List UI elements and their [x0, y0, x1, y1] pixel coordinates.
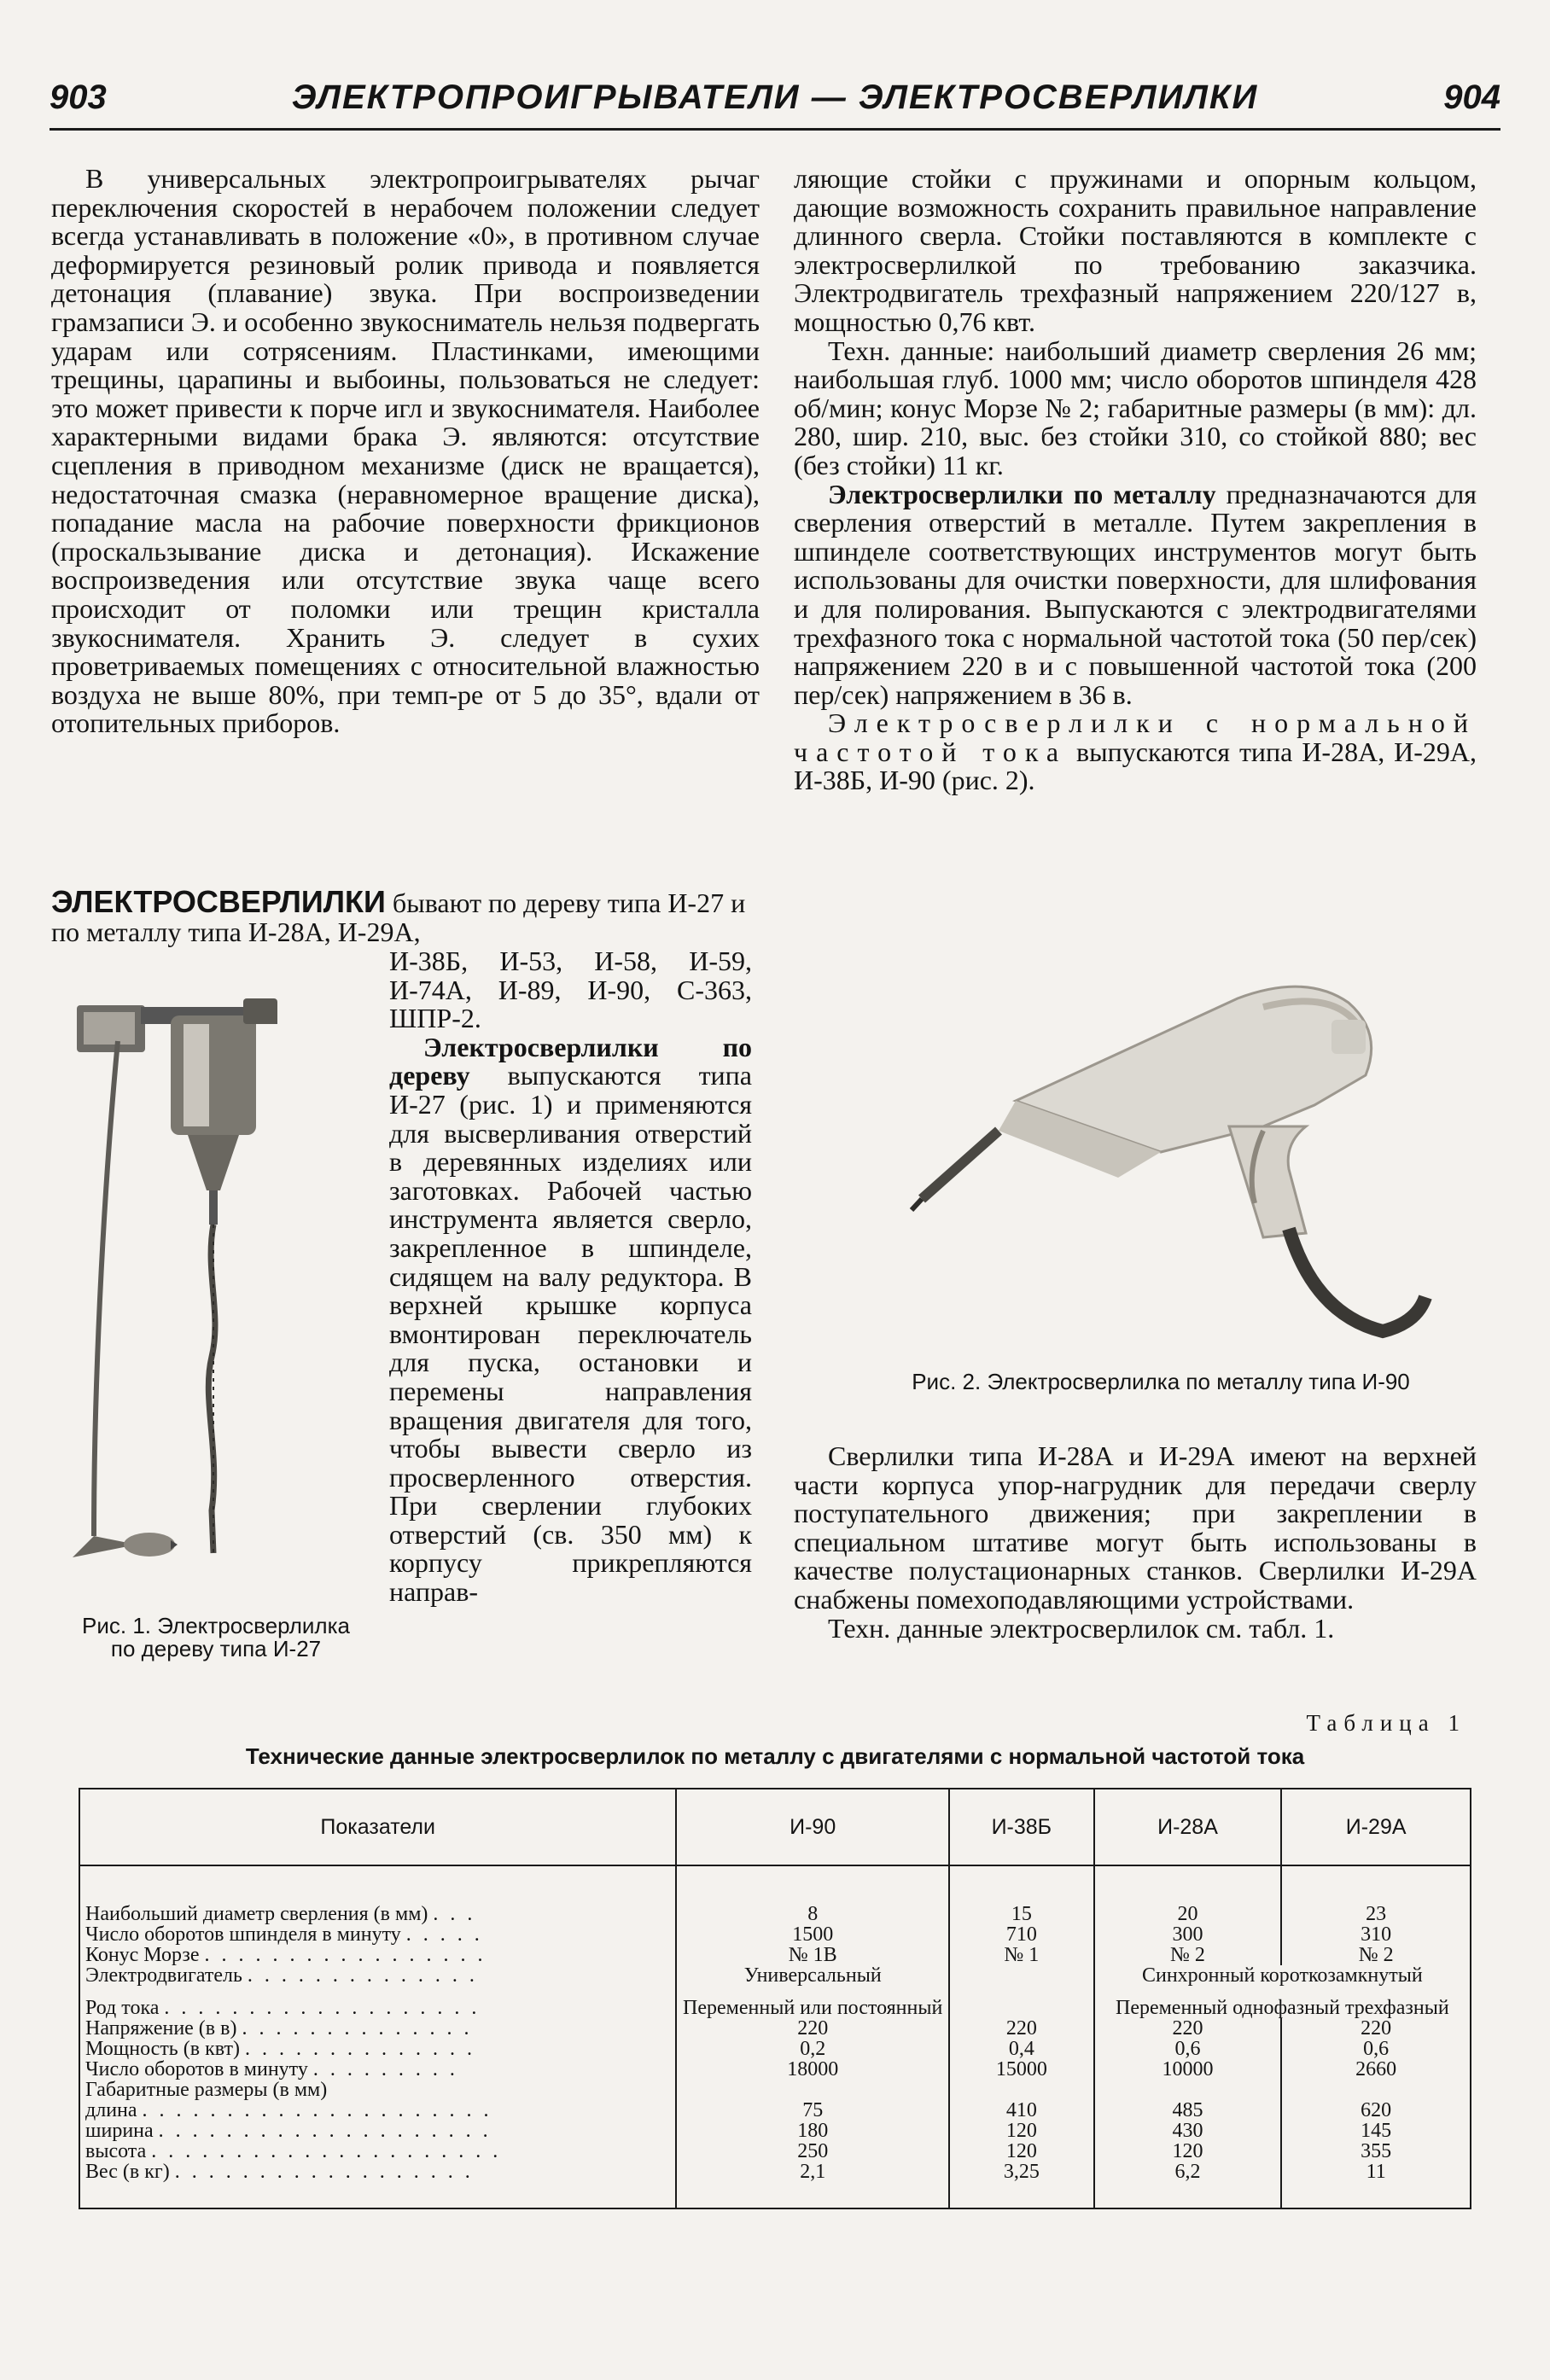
cell: Переменный однофазный трехфазный — [1094, 1986, 1471, 2018]
table-row — [79, 2121, 1471, 2141]
row-label: Электродвигатель . . . . . . . . . . . . . . — [79, 1965, 676, 1986]
narrow-text-column — [389, 947, 752, 1607]
cell: 15 — [949, 1865, 1094, 1924]
page-number-left: 903 — [50, 79, 107, 116]
paragraph-tech-data: Техн. данные: наибольший диаметр сверления 26 мм; наибольшая глуб. 1000 мм; число оборотов шпинделя 428 об/мин; конус Морзе № 2; габаритные размеры (в мм): дл. 280, шир. 210, выс. без стойки 310, со стойкой 880; вес (без стойки) 11 кг. — [794, 335, 1477, 480]
subheading-wood: Электросверлилки по дереву — [389, 1031, 752, 1091]
cell: 0,4 — [949, 2039, 1094, 2059]
cell: Переменный или постоянный — [676, 1986, 949, 2018]
table-row — [79, 2141, 1471, 2162]
cell: 0,6 — [1281, 2039, 1471, 2059]
running-header — [50, 75, 1500, 126]
cell: 120 — [1094, 2141, 1282, 2162]
cell: 310 — [1281, 1924, 1471, 1945]
table-label: Таблица 1 — [1306, 1710, 1466, 1736]
spaced-subheading: Электросверлилки с нормальной частотой тока — [794, 707, 1477, 767]
cell: Универсальный — [676, 1965, 949, 1986]
cell: № 2 — [1281, 1945, 1471, 1965]
row-label: высота . . . . . . . . . . . . . . . . . . . . . — [79, 2141, 676, 2162]
row-label: Мощность (в квт) . . . . . . . . . . . . . . — [79, 2039, 676, 2059]
figure-2-caption: Рис. 2. Электросверлилка по металлу типа И-90 — [912, 1369, 1410, 1394]
column-header: Показатели — [79, 1789, 676, 1865]
paragraph: Техн. данные электросверлилок см. табл. 1. — [828, 1612, 1335, 1644]
cell: 355 — [1281, 2141, 1471, 2162]
column-header: И-90 — [676, 1789, 949, 1865]
cell: 120 — [949, 2141, 1094, 2162]
table-row — [79, 1965, 1471, 1986]
table-row — [79, 2059, 1471, 2080]
cell: 145 — [1281, 2121, 1471, 2141]
figure-1-wood-drill-image — [68, 990, 350, 1596]
column-header: И-38Б — [949, 1789, 1094, 1865]
row-label: Число оборотов шпинделя в минуту . . . . . — [79, 1924, 676, 1945]
normal-text: выпускаются типа И-28А, И-29А, И-38Б, И-90 (рис. 2). — [794, 736, 1477, 796]
paragraph: ляющие стойки с пружинами и опорным кольцом, дающие возможность сохранить правильное направление длинного сверла. Стойки поставляются в комплекте с электросверлилкой по требованию заказчика. Электродвигатель трехфазный напряжением 220/127 в, мощностью 0,76 квт. — [794, 163, 1477, 337]
figure-2-metal-drill-image — [905, 956, 1451, 1357]
right-column — [794, 165, 1477, 795]
metal-text: предназначаются для сверления отверстий в металле. Путем закрепления в шпинделе соответствующих инструментов могут быть использованы для очистки поверхности, для шлифования и для полирования. Выпускаются с электродвигателями трехфазного тока с нормальной частотой тока (50 пер/сек) напряжением 220 в и с повышенной частотой тока (200 пер/сек) напряжением в 36 в. — [794, 478, 1477, 710]
cell: 6,2 — [1094, 2162, 1282, 2208]
row-label: Конус Морзе . . . . . . . . . . . . . . . . . — [79, 1945, 676, 1965]
paragraph-metal — [794, 480, 1477, 710]
cell: 18000 — [676, 2059, 949, 2080]
cell — [676, 2080, 949, 2100]
cell: 8 — [676, 1865, 949, 1924]
table-row — [79, 1945, 1471, 1965]
table-row — [79, 2039, 1471, 2059]
cell: 75 — [676, 2100, 949, 2121]
table-row — [79, 2162, 1471, 2208]
row-label: Напряжение (в в) . . . . . . . . . . . . . . — [79, 2018, 676, 2039]
subheading-metal: Электросверлилки по металлу — [828, 478, 1216, 509]
cell: 23 — [1281, 1865, 1471, 1924]
cell: 2,1 — [676, 2162, 949, 2208]
cell: 20 — [1094, 1865, 1282, 1924]
table-row — [79, 2018, 1471, 2039]
cell: 0,6 — [1094, 2039, 1282, 2059]
cell — [1281, 2080, 1471, 2100]
cell — [949, 2080, 1094, 2100]
cell: 220 — [1281, 2018, 1471, 2039]
cell: Синхронный короткозамкнутый — [1094, 1965, 1471, 1986]
tech-data-table — [79, 1788, 1471, 2209]
table-title: Технические данные электросверлилок по металлу с двигателями с нормальной частотой тока — [245, 1743, 1305, 1769]
intro-continuation: И-38Б, И-53, И-58, И-59, И-74А, И-89, И-90, С-363, ШПР-2. — [389, 946, 752, 1034]
row-label: длина . . . . . . . . . . . . . . . . . . . . . — [79, 2100, 676, 2121]
cell: 120 — [949, 2121, 1094, 2141]
paragraph-normal-frequency — [794, 709, 1477, 795]
cell: 430 — [1094, 2121, 1282, 2141]
cell: № 2 — [1094, 1945, 1282, 1965]
cell: 485 — [1094, 2100, 1282, 2121]
row-label: Вес (в кг) . . . . . . . . . . . . . . . . . . — [79, 2162, 676, 2208]
cell: 0,2 — [676, 2039, 949, 2059]
cell — [949, 1986, 1094, 2018]
intro-text: бывают по дереву типа И-27 и по металлу типа И-28А, И-29А, — [51, 887, 746, 947]
row-label: Число оборотов в минуту . . . . . . . . . — [79, 2059, 676, 2080]
row-label: ширина . . . . . . . . . . . . . . . . . . . . — [79, 2121, 676, 2141]
row-label: Наибольший диаметр сверления (в мм) . . . — [79, 1865, 676, 1924]
table-row — [79, 1924, 1471, 1945]
table-row — [79, 1865, 1471, 1924]
left-column — [51, 165, 760, 738]
cell: 250 — [676, 2141, 949, 2162]
article-heading: ЭЛЕКТРОСВЕРЛИЛКИ — [51, 884, 386, 919]
cell: № 1 — [949, 1945, 1094, 1965]
cell: 410 — [949, 2100, 1094, 2121]
cell: 10000 — [1094, 2059, 1282, 2080]
page-number-right: 904 — [1443, 79, 1500, 116]
cell: 1500 — [676, 1924, 949, 1945]
header-rule — [50, 128, 1500, 131]
paragraph: В универсальных электропроигрывателях рычаг переключения скоростей в нерабочем положении следует всегда устанавливать в положение «0», в противном случае деформируется резиновый ролик привода и появляется детонация (плавание) звука. При воспроизведении грамзаписи Э. и особенно звукосниматель нельзя подвергать ударам или сотрясениям. Пластинками, имеющими трещины, царапины и выбоины, пользоваться не следует: это может привести к порче игл и звукоснимателя. Наиболее характерными видами брака Э. являются: отсутствие сцепления в приводном механизме (диск не вращается), недостаточная смазка (неравномерное вращение диска), попадание масла на рабочие поверхности фрикционов (проскальзывание диска и детонация). Искажение воспроизведения или отсутствие звука чаще всего происходит от поломки или трещин кристалла звукоснимателя. Хранить Э. следует в сухих проветриваемых помещениях с относительной влажностью воздуха не выше 80%, при темп-ре от 5 до 35°, вдали от отопительных приборов. — [51, 163, 760, 739]
cell — [949, 1965, 1094, 1986]
cell: 300 — [1094, 1924, 1282, 1945]
cell: 620 — [1281, 2100, 1471, 2121]
cell: 11 — [1281, 2162, 1471, 2208]
column-header: И-28А — [1094, 1789, 1282, 1865]
cell: № 1В — [676, 1945, 949, 1965]
article-intro — [51, 884, 760, 947]
cell: 220 — [676, 2018, 949, 2039]
table-row — [79, 1986, 1471, 2018]
cell: 180 — [676, 2121, 949, 2141]
wood-text: выпускаются типа И-27 (рис. 1) и применяются для высверливания отверстий в деревянных изделиях или заготовках. Рабочей частью инструмента является сверло, закрепленное в шпинделе, сидящем на валу редуктора. В верхней крышке корпуса вмонтирован переключатель для пуска, остановки и перемены направления вращения двигателя для того, чтобы вывести сверло из просверленного отверстия. При сверлении глубоких отверстий (св. 350 мм) к корпусу прикрепляются направ- — [389, 1060, 752, 1608]
cell: 15000 — [949, 2059, 1094, 2080]
table-row — [79, 2080, 1471, 2100]
header-title: ЭЛЕКТРОПРОИГРЫВАТЕЛИ — ЭЛЕКТРОСВЕРЛИЛКИ — [291, 79, 1259, 116]
cell: 220 — [949, 2018, 1094, 2039]
column-header: И-29А — [1281, 1789, 1471, 1865]
paragraph: Сверлилки типа И-28А и И-29А имеют на верхней части корпуса упор-нагрудник для передачи сверлу поступательного движения; при закреплении в специальном штативе могут быть использованы в качестве полустационарных станков. Сверлилки И-29А снабжены помехоподавляющими устройствами. — [794, 1440, 1477, 1615]
cell — [1094, 2080, 1282, 2100]
cell: 710 — [949, 1924, 1094, 1945]
cell: 3,25 — [949, 2162, 1094, 2208]
row-label: Габаритные размеры (в мм) — [79, 2080, 676, 2100]
cell: 2660 — [1281, 2059, 1471, 2080]
right-column-lower — [794, 1442, 1477, 1643]
row-label: Род тока . . . . . . . . . . . . . . . . . . . — [79, 1986, 676, 2018]
table-header-row — [79, 1789, 1471, 1865]
figure-1-caption: Рис. 1. Электросверлилка по дереву типа И-27 — [82, 1613, 350, 1661]
table-row — [79, 2100, 1471, 2121]
cell: 220 — [1094, 2018, 1282, 2039]
paragraph-wood — [389, 1033, 752, 1607]
